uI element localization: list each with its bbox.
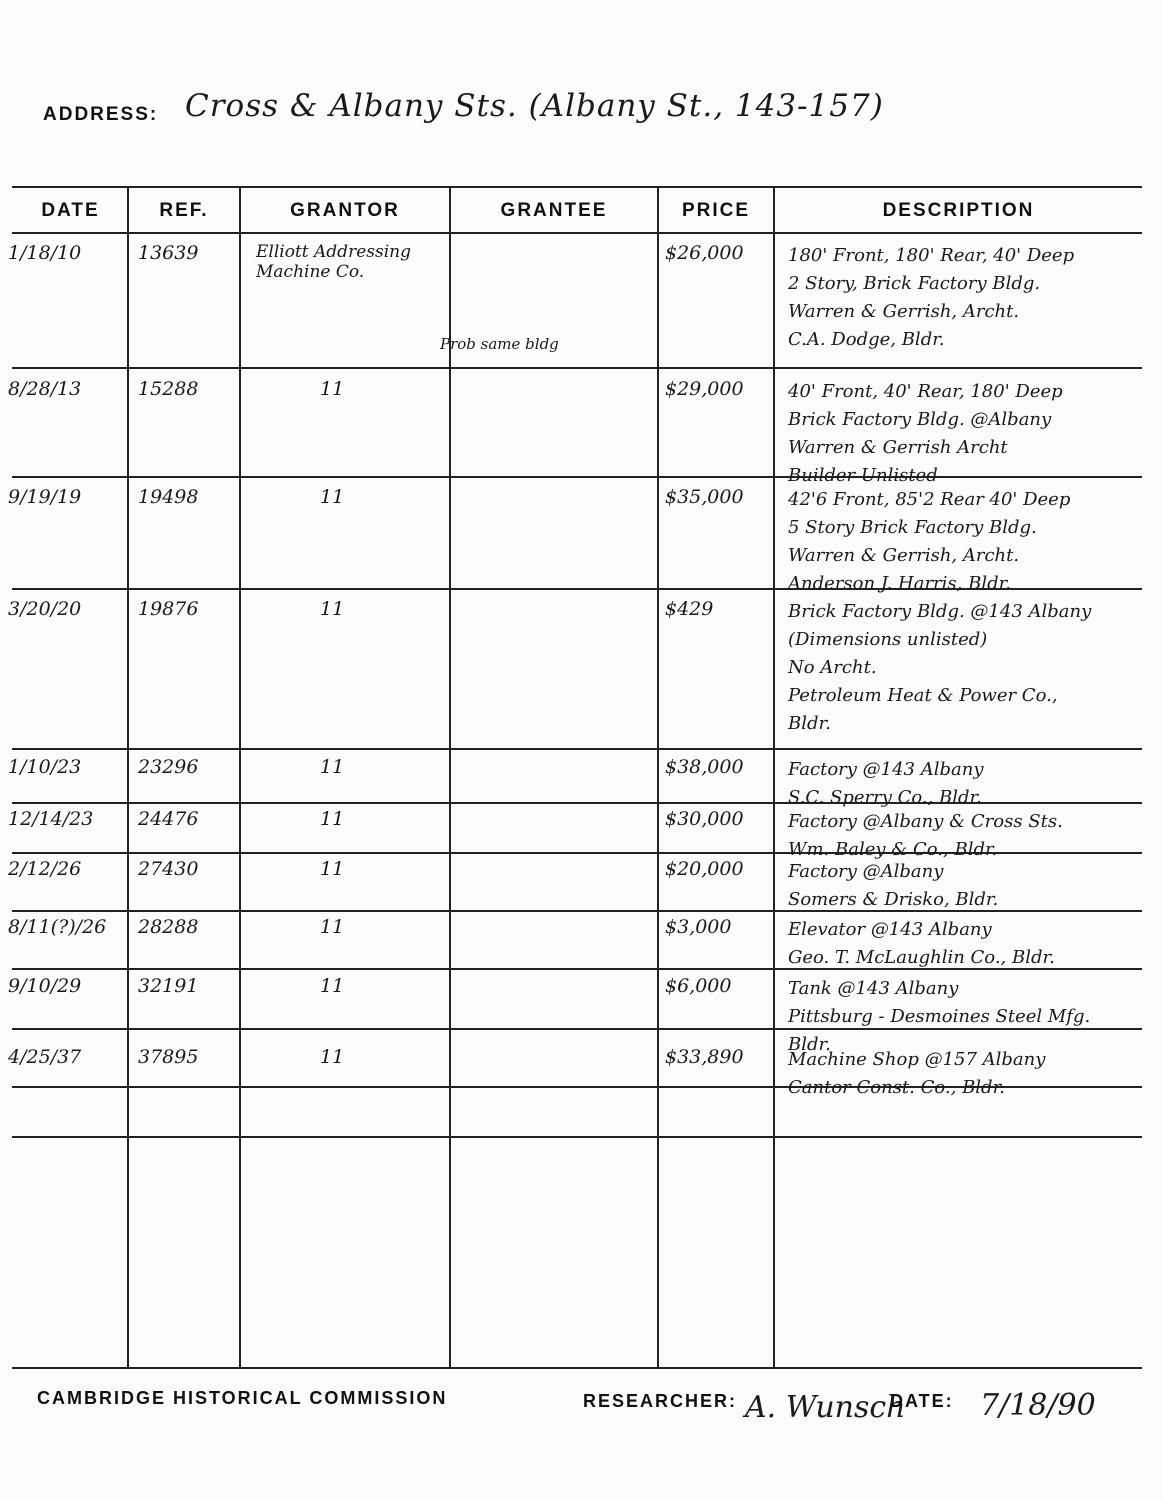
cell-price: $20,000	[665, 858, 744, 880]
column-rule	[127, 186, 129, 1368]
cell-description-line: 2 Story, Brick Factory Bldg.	[788, 273, 1041, 294]
margin-note: Prob same bldg	[440, 335, 559, 353]
cell-description-line: Builder Unlisted	[788, 465, 938, 486]
column-rule	[239, 186, 241, 1368]
cell-ref: 15288	[138, 378, 199, 400]
cell-grantor: 11	[320, 916, 345, 938]
cell-description-line: (Dimensions unlisted)	[788, 629, 988, 650]
cell-ref: 27430	[138, 858, 199, 880]
cell-ref: 28288	[138, 916, 199, 938]
cell-grantor: 11	[320, 756, 345, 778]
cell-description-line: Machine Shop @157 Albany	[788, 1049, 1046, 1070]
cell-description-line: Bldr.	[788, 1034, 831, 1055]
cell-price: $29,000	[665, 378, 744, 400]
cell-grantor: 11	[320, 858, 345, 880]
header-bottom-rule	[12, 232, 1142, 234]
cell-description-line: 42'6 Front, 85'2 Rear 40' Deep	[788, 489, 1071, 510]
column-header-ref: REF.	[159, 200, 209, 221]
cell-description-line: Anderson J. Harris, Bldr.	[788, 573, 1011, 594]
cell-price: $30,000	[665, 808, 744, 830]
cell-description-line: Bldr.	[788, 713, 831, 734]
column-header-grantor: GRANTOR	[290, 200, 400, 221]
cell-date: 2/12/26	[8, 858, 82, 880]
researcher-signature: A. Wunsch	[745, 1390, 906, 1425]
cell-description-line: Brick Factory Bldg. @Albany	[788, 409, 1052, 430]
cell-description-line: S.C. Sperry Co., Bldr.	[788, 787, 982, 808]
date-label: DATE:	[890, 1391, 954, 1411]
cell-description-line: Warren & Gerrish, Archt.	[788, 301, 1020, 322]
cell-grantor: Elliott Addressing Machine Co.	[256, 242, 411, 282]
cell-description-line: 40' Front, 40' Rear, 180' Deep	[788, 381, 1063, 402]
cell-description-line: Elevator @143 Albany	[788, 919, 992, 940]
cell-description-line: 180' Front, 180' Rear, 40' Deep	[788, 245, 1075, 266]
cell-price: $38,000	[665, 756, 744, 778]
table-bottom-rule	[12, 1367, 1142, 1369]
cell-price: $26,000	[665, 242, 744, 264]
cell-price: $3,000	[665, 916, 732, 938]
cell-grantor: 11	[320, 975, 345, 997]
cell-description-line: Tank @143 Albany	[788, 978, 959, 999]
date-value: 7/18/90	[980, 1388, 1096, 1423]
cell-description-line: No Archt.	[788, 657, 877, 678]
cell-date: 8/11(?)/26	[8, 916, 107, 938]
cell-description-line: Factory @143 Albany	[788, 759, 984, 780]
cell-description-line: Pittsburg - Desmoines Steel Mfg.	[788, 1006, 1091, 1027]
row-rule	[12, 476, 1142, 478]
cell-description-line: 5 Story Brick Factory Bldg.	[788, 517, 1037, 538]
cell-grantor: 11	[320, 486, 345, 508]
cell-price: $6,000	[665, 975, 732, 997]
cell-ref: 24476	[138, 808, 199, 830]
cell-date: 12/14/23	[8, 808, 94, 830]
column-header-grantee: GRANTEE	[500, 200, 608, 221]
column-rule	[449, 186, 451, 1368]
column-rule	[657, 186, 659, 1368]
cell-description-line: Wm. Baley & Co., Bldr.	[788, 839, 998, 860]
cell-date: 1/18/10	[8, 242, 82, 264]
cell-date: 9/10/29	[8, 975, 82, 997]
cell-description-line: Petroleum Heat & Power Co.,	[788, 685, 1058, 706]
cell-grantor: 11	[320, 1046, 345, 1068]
cell-grantor: 11	[320, 808, 345, 830]
footer-organization: CAMBRIDGE HISTORICAL COMMISSION	[37, 1388, 448, 1408]
address-value: Cross & Albany Sts. (Albany St., 143-157)	[185, 88, 884, 124]
column-header-description: DESCRIPTION	[882, 200, 1035, 221]
cell-description-line: Warren & Gerrish, Archt.	[788, 545, 1020, 566]
cell-date: 8/28/13	[8, 378, 82, 400]
researcher-label: RESEARCHER:	[583, 1391, 738, 1411]
cell-description-line: Factory @Albany	[788, 861, 944, 882]
cell-description-line: Geo. T. McLaughlin Co., Bldr.	[788, 947, 1055, 968]
row-rule	[12, 748, 1142, 750]
cell-description-line: Factory @Albany & Cross Sts.	[788, 811, 1063, 832]
row-rule	[12, 367, 1142, 369]
cell-ref: 32191	[138, 975, 199, 997]
cell-ref: 23296	[138, 756, 199, 778]
column-header-price: PRICE	[681, 200, 751, 221]
cell-date: 4/25/37	[8, 1046, 82, 1068]
cell-date: 3/20/20	[8, 598, 82, 620]
cell-price: $35,000	[665, 486, 744, 508]
cell-date: 9/19/19	[8, 486, 82, 508]
table-top-rule	[12, 186, 1142, 188]
cell-description-line: Warren & Gerrish Archt	[788, 437, 1008, 458]
row-rule	[12, 1136, 1142, 1138]
cell-description-line: Brick Factory Bldg. @143 Albany	[788, 601, 1092, 622]
address-label: ADDRESS:	[43, 104, 159, 125]
cell-price: $429	[665, 598, 714, 620]
cell-ref: 13639	[138, 242, 199, 264]
cell-ref: 37895	[138, 1046, 199, 1068]
column-rule	[773, 186, 775, 1368]
cell-price: $33,890	[665, 1046, 744, 1068]
cell-ref: 19498	[138, 486, 199, 508]
cell-date: 1/10/23	[8, 756, 82, 778]
cell-grantor: 11	[320, 598, 345, 620]
cell-description-line: Cantor Const. Co., Bldr.	[788, 1077, 1005, 1098]
cell-grantor: 11	[320, 378, 345, 400]
cell-ref: 19876	[138, 598, 199, 620]
cell-description-line: Somers & Drisko, Bldr.	[788, 889, 999, 910]
column-header-date: DATE	[41, 200, 100, 221]
cell-description-line: C.A. Dodge, Bldr.	[788, 329, 945, 350]
